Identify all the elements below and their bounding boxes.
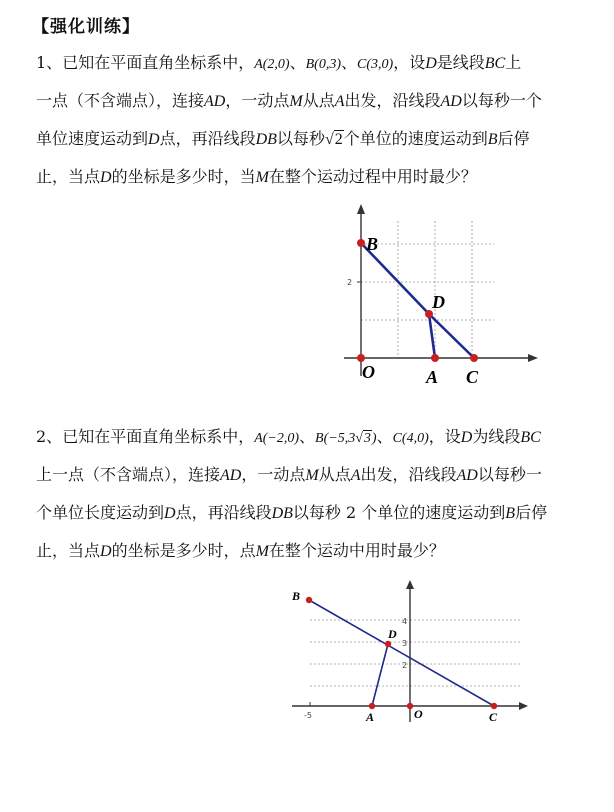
problem-1-text: 单位速度运动到 bbox=[36, 129, 149, 148]
problem-1-text: 以每秒 bbox=[276, 129, 325, 148]
point-c-coords: C(3,0) bbox=[357, 57, 394, 72]
y-tick-label: 4 bbox=[402, 617, 408, 626]
x-axis-arrow-icon bbox=[528, 354, 538, 362]
problem-2-text: 从点 bbox=[318, 465, 351, 484]
var-m: M bbox=[289, 93, 303, 110]
y-axis-arrow-icon bbox=[406, 580, 414, 589]
y-axis-arrow-icon bbox=[357, 204, 365, 214]
var-ad: AD bbox=[220, 467, 242, 484]
problem-2 bbox=[36, 418, 584, 570]
var-db: DB bbox=[271, 505, 293, 522]
problem-1-text: 出发，沿线段 bbox=[344, 91, 441, 110]
problem-2-text: 以每秒 2 个单位的速度运动到 bbox=[292, 503, 506, 522]
problem-2-text: 个单位长度运动到 bbox=[36, 503, 165, 522]
problem-2-text: 出发，沿线段 bbox=[360, 465, 457, 484]
point-c bbox=[491, 703, 497, 709]
figure-2-coordinate-diagram bbox=[282, 580, 538, 730]
problem-2-number: 2、 bbox=[36, 427, 63, 446]
problem-2-text: 以每秒一 bbox=[477, 465, 542, 484]
point-a bbox=[431, 354, 439, 362]
point-a-coords: A(2,0) bbox=[254, 57, 290, 72]
var-d: D bbox=[425, 55, 437, 72]
problem-1-line-3 bbox=[36, 120, 584, 158]
label-o: O bbox=[414, 707, 423, 721]
problem-2-line-1 bbox=[36, 418, 584, 456]
label-c: C bbox=[489, 710, 498, 724]
problem-1-text: 止，当点 bbox=[36, 167, 101, 186]
sqrt-three bbox=[355, 430, 372, 446]
var-d: D bbox=[460, 429, 473, 446]
separator: 、 bbox=[299, 427, 316, 446]
problem-2-text: 止，当点 bbox=[36, 541, 101, 560]
point-b-coords-end: ) bbox=[371, 431, 377, 446]
point-b-coords: B(0,3) bbox=[305, 57, 341, 72]
problem-2-text: ，一动点 bbox=[241, 465, 306, 484]
point-b-coords bbox=[315, 430, 377, 446]
problem-2-text: 为线段 bbox=[472, 427, 521, 446]
point-b bbox=[357, 239, 365, 247]
problem-1-text: 的坐标是多少时，当 bbox=[111, 167, 256, 186]
y-tick-label: 2 bbox=[402, 661, 408, 670]
problem-1-text: 以每秒一个 bbox=[461, 91, 542, 110]
separator: 、 bbox=[341, 53, 358, 72]
y-tick-label: 3 bbox=[402, 639, 408, 648]
problem-1-line-1 bbox=[36, 44, 584, 82]
var-d: D bbox=[100, 543, 112, 560]
problem-1-text: ，设 bbox=[393, 53, 426, 72]
problem-1-text: 上 bbox=[505, 53, 522, 72]
segment-ad bbox=[372, 644, 388, 706]
label-a: A bbox=[366, 710, 375, 724]
var-bc: BC bbox=[484, 55, 506, 72]
label-a: A bbox=[426, 367, 439, 387]
point-a bbox=[369, 703, 375, 709]
var-b: B bbox=[505, 505, 516, 522]
var-m: M bbox=[255, 543, 269, 560]
problem-1-text: 个单位的速度运动到 bbox=[343, 129, 488, 148]
label-d: D bbox=[388, 627, 397, 641]
problem-2-text: 点，再沿线段 bbox=[175, 503, 272, 522]
var-a: A bbox=[334, 93, 345, 110]
problem-2-text: 已知在平面直角坐标系中， bbox=[62, 427, 255, 446]
point-o bbox=[357, 354, 365, 362]
segment-bc bbox=[309, 600, 494, 706]
label-d: D bbox=[432, 292, 445, 312]
var-d: D bbox=[164, 505, 176, 522]
var-m: M bbox=[305, 467, 319, 484]
var-bc: BC bbox=[520, 429, 541, 446]
figure-1-coordinate-diagram bbox=[344, 196, 544, 391]
problem-1-line-4 bbox=[36, 158, 584, 196]
y-tick-label: 2 bbox=[347, 278, 353, 287]
x-tick-label: -5 bbox=[304, 711, 312, 720]
problem-2-text: 在整个运动中用时最少？ bbox=[268, 541, 445, 560]
problem-2-line-3 bbox=[36, 494, 584, 532]
problem-1-text: 已知在平面直角坐标系中， bbox=[62, 53, 255, 72]
sqrt-symbol: √ bbox=[324, 131, 334, 148]
separator: 、 bbox=[376, 427, 393, 446]
separator: 、 bbox=[289, 53, 306, 72]
problem-1-text: ，一动点 bbox=[225, 91, 290, 110]
var-m: M bbox=[255, 169, 269, 186]
point-c bbox=[470, 354, 478, 362]
problem-1-line-2 bbox=[36, 82, 584, 120]
problem-1-text: 一点（不含端点），连接 bbox=[36, 91, 205, 110]
section-heading: 【强化训练】 bbox=[32, 17, 140, 37]
var-b: B bbox=[487, 131, 498, 148]
var-d: D bbox=[148, 131, 160, 148]
sqrt-argument: 2 bbox=[334, 131, 343, 148]
problem-2-text: 后停 bbox=[515, 503, 548, 522]
var-a: A bbox=[350, 467, 361, 484]
problem-1 bbox=[36, 44, 584, 196]
point-a-coords: A(−2,0) bbox=[254, 431, 300, 446]
point-b bbox=[306, 597, 312, 603]
sqrt-symbol: √ bbox=[355, 431, 363, 446]
var-ad: AD bbox=[204, 93, 226, 110]
sqrt-two bbox=[325, 130, 344, 148]
segment-dc bbox=[429, 314, 474, 358]
point-c-coords: C(4,0) bbox=[392, 431, 429, 446]
point-b-coords-start: B(−5,3 bbox=[315, 431, 356, 446]
problem-2-line-2 bbox=[36, 456, 584, 494]
label-b: B bbox=[292, 589, 301, 603]
problem-1-text: 从点 bbox=[302, 91, 335, 110]
point-d bbox=[385, 641, 391, 647]
var-d: D bbox=[100, 169, 112, 186]
problem-1-text: 在整个运动过程中用时最少？ bbox=[268, 167, 477, 186]
problem-2-text: 上一点（不含端点），连接 bbox=[36, 465, 221, 484]
problem-2-text: ，设 bbox=[428, 427, 461, 446]
problem-2-line-4 bbox=[36, 532, 584, 570]
problem-1-number: 1、 bbox=[36, 53, 63, 72]
x-axis-arrow-icon bbox=[519, 702, 528, 710]
var-ad: AD bbox=[440, 93, 462, 110]
problem-1-text: 是线段 bbox=[436, 53, 485, 72]
label-o: O bbox=[362, 362, 375, 382]
label-b: B bbox=[366, 234, 379, 254]
problem-1-text: 后停 bbox=[497, 129, 530, 148]
sqrt-argument: 3 bbox=[363, 431, 371, 446]
label-c: C bbox=[466, 367, 479, 387]
problem-2-text: 的坐标是多少时，点 bbox=[111, 541, 256, 560]
var-ad: AD bbox=[456, 467, 478, 484]
point-o bbox=[407, 703, 413, 709]
var-db: DB bbox=[255, 131, 277, 148]
problem-1-text: 点，再沿线段 bbox=[159, 129, 256, 148]
